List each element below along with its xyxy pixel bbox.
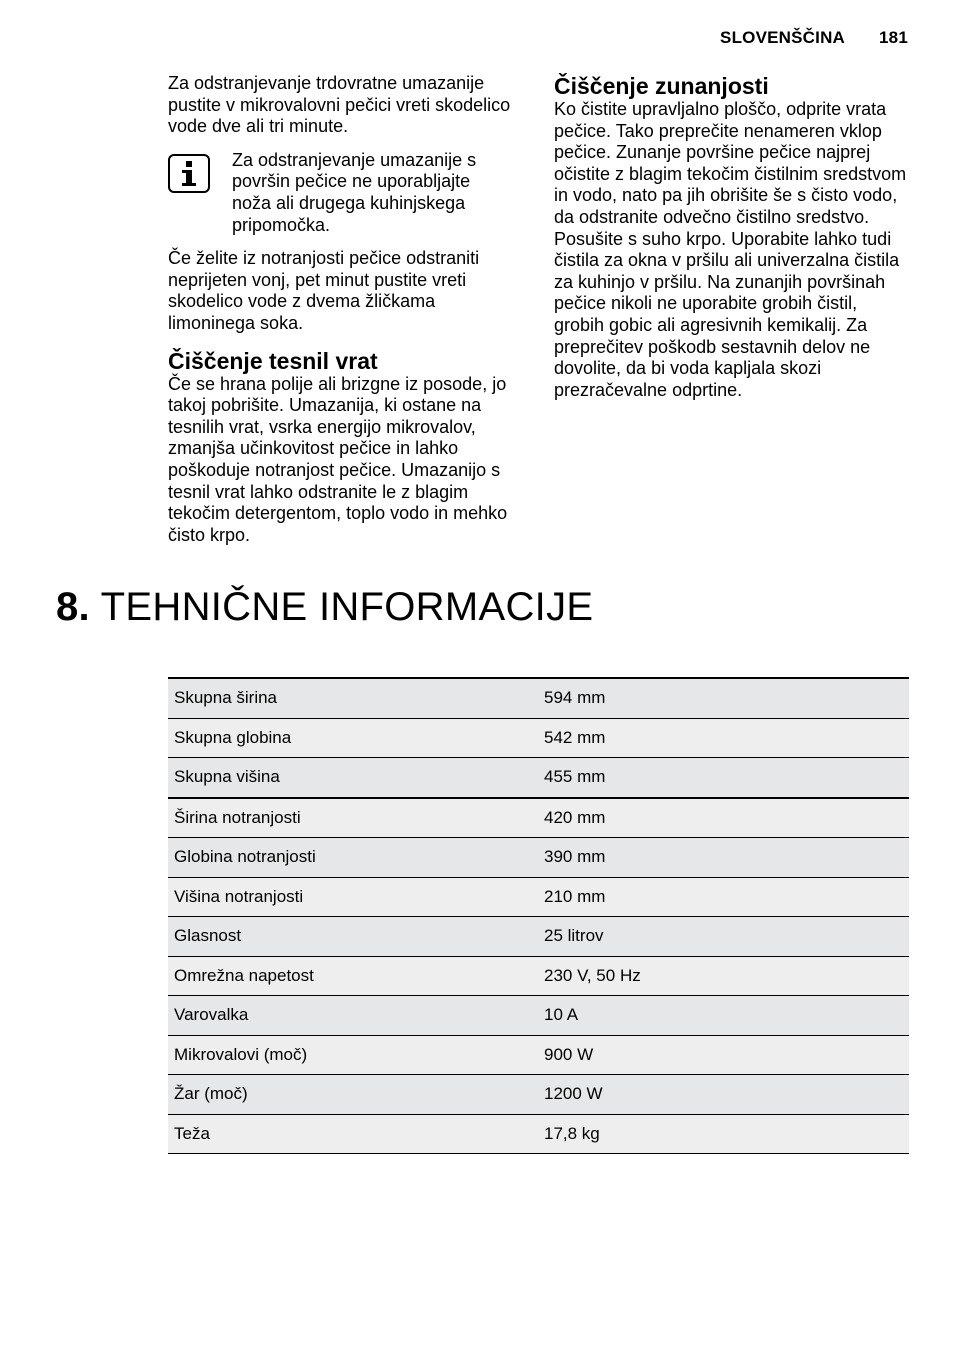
table-row	[168, 1075, 909, 1115]
technical-data-table	[168, 677, 909, 1154]
table-row	[168, 758, 909, 798]
table-row	[168, 798, 909, 838]
spec-label: Skupna višina	[168, 758, 538, 798]
table-row	[168, 838, 909, 878]
spec-label: Skupna širina	[168, 678, 538, 718]
table-row	[168, 996, 909, 1036]
table-row	[168, 718, 909, 758]
page-header	[720, 28, 908, 48]
info-note-text: Za odstranjevanje umazanije s površin pečice ne uporabljajte noža ali drugega kuhinjskega pripomočka.	[232, 149, 477, 235]
spec-label: Globina notranjosti	[168, 838, 538, 878]
spec-value: 390 mm	[538, 838, 909, 878]
spec-value: 455 mm	[538, 758, 909, 798]
spec-value: 210 mm	[538, 877, 909, 917]
spec-value: 10 A	[538, 996, 909, 1036]
spec-value: 420 mm	[538, 798, 909, 838]
table-row	[168, 956, 909, 996]
spec-label: Varovalka	[168, 996, 538, 1036]
right-column	[554, 73, 910, 401]
header-language: SLOVENŠČINA	[720, 28, 846, 47]
page-number: 181	[879, 28, 908, 47]
table-row	[168, 678, 909, 718]
spec-label: Omrežna napetost	[168, 956, 538, 996]
info-icon	[168, 154, 210, 193]
spec-label: Glasnost	[168, 917, 538, 957]
paragraph-odor: Če želite iz notranjosti pečice odstraniti neprijeten vonj, pet minut pustite vreti skodelico vode z dvema žličkama limoninega soka.	[168, 248, 480, 333]
table-row	[168, 917, 909, 957]
spec-value: 594 mm	[538, 678, 909, 718]
spec-value: 25 litrov	[538, 917, 909, 957]
chapter-title: TEHNIČNE INFORMACIJE	[100, 585, 594, 629]
section-title-door-seals: Čiščenje tesnil vrat	[168, 347, 378, 374]
spec-value: 1200 W	[538, 1075, 909, 1115]
section-text-exterior: Ko čistite upravljalno ploščo, odprite vrata pečice. Tako preprečite nenameren vklop pečice. Zunanje površine pečice najprej očistite z blagim tekočim čistilnim sredstvom in vodo, nato pa jih obrišite še s čisto vodo, da odstranite odvečno čistilno sredstvo. Posušite s suho krpo. Uporabite lahko tudi čistila za okna v pršilu ali univerzalna čistila za kuhinjo v pršilu. Na zunanjih površinah pečice nikoli ne uporabite grobih čistil, grobih gobic ali agresivnih kemikalij. Za preprečitev poškodb sestavnih delov ne dovolite, da bi voda kapljala skozi prezračevalne odprtine.	[554, 99, 907, 400]
spec-label: Širina notranjosti	[168, 798, 538, 838]
info-note	[168, 150, 514, 236]
spec-label: Skupna globina	[168, 718, 538, 758]
spec-label: Žar (moč)	[168, 1075, 538, 1115]
section-text-door-seals: Če se hrana polije ali brizgne iz posode, jo takoj pobrišite. Umazanija, ki ostane na tesnilih vrat, vsrka energijo mikrovalov, zmanjša učinkovitost pečice in lahko poškoduje notranjost pečice. Umazanijo s tesnil vrat lahko odstranite le z blagim tekočim detergentom, toplo vodo in mehko čisto krpo.	[168, 373, 508, 545]
spec-label: Višina notranjosti	[168, 877, 538, 917]
table-row	[168, 1035, 909, 1075]
spec-value: 900 W	[538, 1035, 909, 1075]
table-row	[168, 1114, 909, 1154]
left-column	[168, 73, 514, 546]
spec-label: Mikrovalovi (moč)	[168, 1035, 538, 1075]
spec-value: 542 mm	[538, 718, 909, 758]
chapter-number: 8.	[56, 585, 90, 629]
chapter-heading	[56, 584, 593, 630]
section-title-exterior: Čiščenje zunanjosti	[554, 73, 769, 99]
spec-value: 230 V, 50 Hz	[538, 956, 909, 996]
spec-label: Teža	[168, 1114, 538, 1154]
paragraph-stubborn-dirt: Za odstranjevanje trdovratne umazanije pustite v mikrovalovni pečici vreti skodelico vode dve ali tri minute.	[168, 73, 511, 137]
table-row	[168, 877, 909, 917]
spec-value: 17,8 kg	[538, 1114, 909, 1154]
